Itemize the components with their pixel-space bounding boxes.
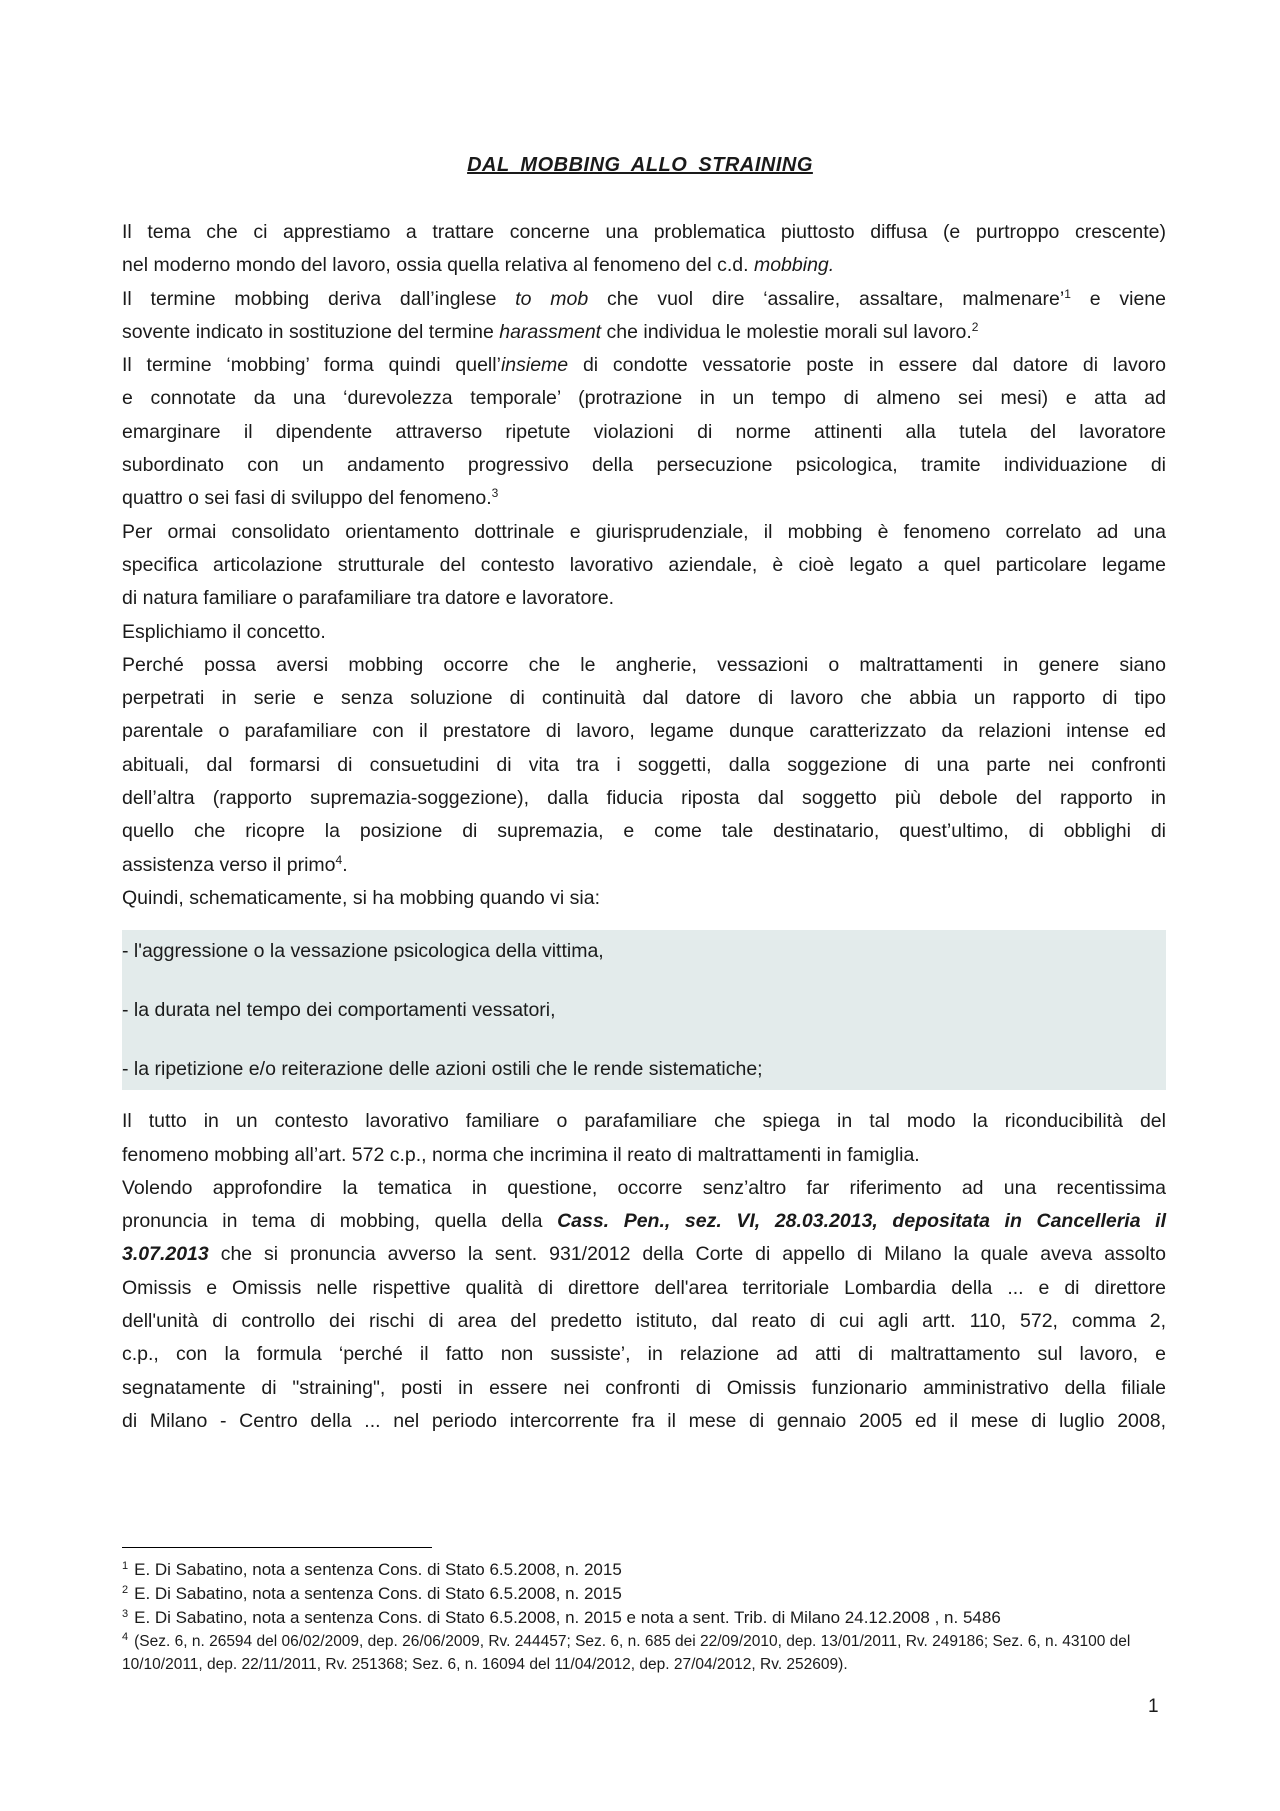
text-run: sovente indicato in sostituzione del termine <box>122 320 500 343</box>
footnote <box>122 1630 1166 1676</box>
page-number: 1 <box>1148 1696 1159 1717</box>
paragraph-line: quello che ricopre la posizione di supremazia, e come tale destinatario, quest’ultimo, di obblighi di <box>122 820 1166 843</box>
paragraph-line: Quindi, schematicamente, si ha mobbing quando vi sia: <box>122 886 601 909</box>
footnote-number: 2 <box>122 1584 129 1596</box>
paragraph-line: dell’altra (rapporto supremazia-soggezione), dalla fiducia riposta dal soggetto più debole del rapporto in <box>122 787 1166 810</box>
paragraph-line: c.p., con la formula ‘perché il fatto non sussiste’, in relazione ad atti di maltrattamento sul lavoro, e <box>122 1343 1166 1366</box>
footnote-ref[interactable]: 3 <box>491 486 499 501</box>
text-run: che vuol dire ‘assalire, assaltare, malmenare’ <box>588 287 1065 310</box>
paragraph-line: subordinato con un andamento progressivo della persecuzione psicologica, tramite individuazione di <box>122 454 1166 477</box>
footnote-text: E. Di Sabatino, nota a sentenza Cons. di Stato 6.5.2008, n. 2015 <box>134 1584 622 1603</box>
paragraph-line: segnatamente di "straining", posti in essere nei confronti di Omissis funzionario amministrativo della filiale <box>122 1376 1166 1399</box>
paragraph-line: Perché possa aversi mobbing occorre che le angherie, vessazioni o maltrattamenti in genere siano <box>122 653 1166 676</box>
paragraph-line: di Milano - Centro della ... nel periodo intercorrente fra il mese di gennaio 2005 ed il mese di luglio 2008, <box>122 1409 1166 1432</box>
italic-term: harassment <box>499 320 602 343</box>
paragraph-line: e connotate da una ‘durevolezza temporale’ (protrazione in un tempo di almeno sei mesi) e atta ad <box>122 387 1166 410</box>
citation-bold: Cass. Pen., sez. VI, 28.03.2013, depositata in Cancelleria il <box>557 1210 1166 1233</box>
footnotes <box>122 1558 1166 1677</box>
paragraph-line <box>122 1205 1166 1238</box>
footnote-number: 1 <box>122 1560 129 1572</box>
text-run: pronuncia in tema di mobbing, quella della <box>122 1210 558 1233</box>
text-run: che si pronuncia avverso la sent. 931/2012 della Corte di appello di Milano la quale aveva assolto <box>208 1243 1166 1266</box>
paragraph-line <box>122 482 1166 515</box>
list-item: - l'aggressione o la vessazione psicologica della vittima, <box>122 940 604 963</box>
italic-term: to mob <box>515 287 589 310</box>
text-run: di condotte vessatorie poste in essere dal datore di lavoro <box>568 354 1166 377</box>
text-run: assistenza verso il primo <box>122 853 336 876</box>
paragraph-line <box>122 316 1166 349</box>
paragraph-line: Il tutto in un contesto lavorativo familiare o parafamiliare che spiega in tal modo la riconducibilità del <box>122 1110 1166 1133</box>
document-title: DAL MOBBING ALLO STRAINING <box>467 154 813 176</box>
footnote <box>122 1582 1166 1605</box>
paragraph-line: emarginare il dipendente attraverso ripetute violazioni di norme attinenti alla tutela del lavoratore <box>122 420 1166 443</box>
paragraph-line: Esplichiamo il concetto. <box>122 620 326 643</box>
list-item: - la ripetizione e/o reiterazione delle azioni ostili che le rende sistematiche; <box>122 1058 763 1081</box>
text-run: quattro o sei fasi di sviluppo del fenomeno. <box>122 487 492 510</box>
citation-bold: 3.07.2013 <box>122 1243 209 1266</box>
highlighted-list <box>122 930 1166 1090</box>
footnote <box>122 1606 1166 1629</box>
text-run: nel moderno mondo del lavoro, ossia quella relativa al fenomeno del c.d. <box>122 254 754 277</box>
paragraph-line: Per ormai consolidato orientamento dottrinale e giurisprudenziale, il mobbing è fenomeno correlato ad una <box>122 520 1166 543</box>
paragraph-line <box>122 849 1166 882</box>
paragraph-line: parentale o parafamiliare con il prestatore di lavoro, legame dunque caratterizzato da relazioni intense ed <box>122 720 1166 743</box>
paragraph-line <box>122 283 1166 316</box>
footnote-ref[interactable]: 1 <box>1064 286 1071 301</box>
paragraph-line <box>122 349 1166 382</box>
paragraph-line: dell'unità di controllo dei rischi di area del predetto istituto, dal reato di cui agli artt. 110, 572, comma 2, <box>122 1310 1166 1333</box>
list-item: - la durata nel tempo dei comportamenti vessatori, <box>122 999 556 1022</box>
paragraph-line: abituali, dal formarsi di consuetudini di vita tra i soggetti, dalla soggezione di una parte nei confronti <box>122 753 1166 776</box>
footnote-ref[interactable]: 2 <box>971 319 979 334</box>
text-run: e viene <box>1070 287 1166 310</box>
paragraph-line: specifica articolazione strutturale del contesto lavorativo aziendale, è cioè legato a quel particolare legame <box>122 553 1166 576</box>
body-text <box>122 216 1166 1438</box>
paragraph-line <box>122 249 1166 282</box>
paragraph-line <box>122 1238 1166 1271</box>
footnote-text: (Sez. 6, n. 26594 del 06/02/2009, dep. 26/06/2009, Rv. 244457; Sez. 6, n. 685 dei 22/09/2010, dep. 13/01/2011, Rv. 249186; Sez. 6, n. 43100 del 10/10/2011, dep. 22/11/2011, Rv. 251368; Sez. 6, n. 16094 del 11/04/2012, dep. 27/04/2012, Rv. 252609). <box>122 1633 1131 1673</box>
text-run: . <box>342 853 348 876</box>
paragraph-line: fenomeno mobbing all’art. 572 c.p., norma che incrimina il reato di maltrattamenti in famiglia. <box>122 1143 920 1166</box>
footnote-number: 3 <box>122 1608 129 1620</box>
footnote-text: E. Di Sabatino, nota a sentenza Cons. di Stato 6.5.2008, n. 2015 e nota a sent. Trib. di Milano 24.12.2008 , n. 5486 <box>134 1608 1001 1627</box>
paragraph-line: di natura familiare o parafamiliare tra datore e lavoratore. <box>122 587 615 610</box>
paragraph-line: perpetrati in serie e senza soluzione di continuità dal datore di lavoro che abbia un rapporto di tipo <box>122 687 1166 710</box>
paragraph-line: Omissis e Omissis nelle rispettive qualità di direttore dell'area territoriale Lombardia della ... e di direttore <box>122 1276 1166 1299</box>
footnote-separator <box>122 1547 432 1548</box>
paragraph-line: Volendo approfondire la tematica in questione, occorre senz’altro far riferimento ad una recentissima <box>122 1176 1166 1199</box>
footnote-text: E. Di Sabatino, nota a sentenza Cons. di Stato 6.5.2008, n. 2015 <box>134 1560 622 1579</box>
text-run: Il termine mobbing deriva dall’inglese <box>122 287 516 310</box>
footnote-ref[interactable]: 4 <box>335 852 343 867</box>
text-run: Il termine ‘mobbing’ forma quindi quell’ <box>122 354 501 377</box>
italic-term: mobbing. <box>753 254 835 277</box>
paragraph-line: Il tema che ci apprestiamo a trattare concerne una problematica piuttosto diffusa (e purtroppo crescente) <box>122 221 1166 243</box>
text-run: che individua le molestie morali sul lavoro. <box>601 320 972 343</box>
footnote <box>122 1558 1166 1581</box>
footnote-number: 4 <box>122 1631 129 1643</box>
italic-term: insieme <box>500 354 569 377</box>
